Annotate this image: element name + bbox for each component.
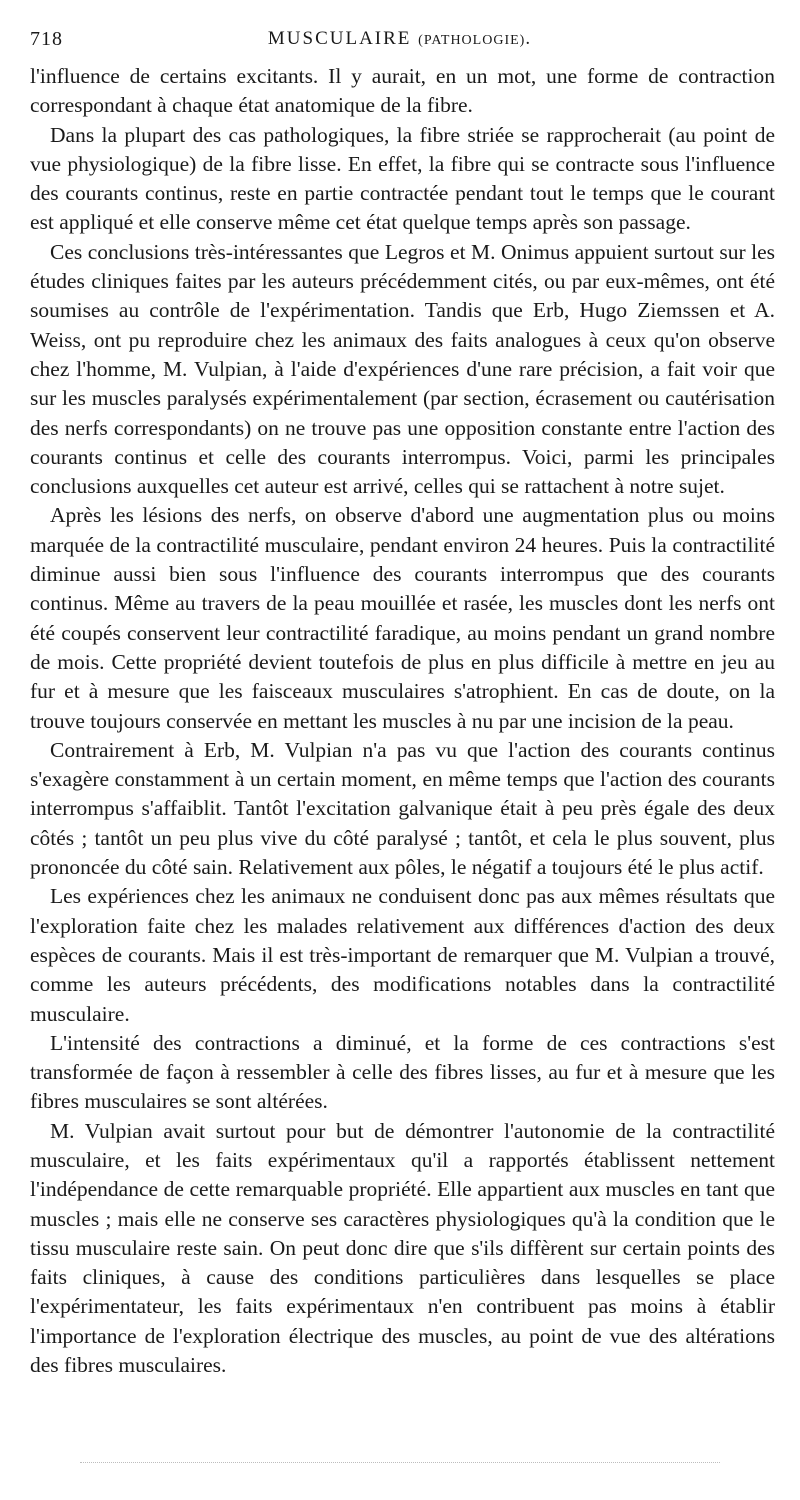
running-head-period: . xyxy=(525,28,533,49)
paragraph: Les expériences chez les animaux ne conduisent donc pas aux mêmes résultats que l'exploration faite chez les malades relativement aux différences d'action des deux espèces de courants. Mais il est très-important de remarquer que M. Vulpian a trouvé, comme les auteurs précédents, des modifications notables dans la contractilité musculaire. xyxy=(30,884,775,1026)
paragraph: Dans la plupart des cas pathologiques, la fibre striée se rapprocherait (au point de vue physiologique) de la fibre lisse. En effet, la fibre qui se contracte sous l'influence des courants continus, reste en partie contractée pendant tout le temps que le courant est appliqué et elle conserve même cet état quelque temps après son passage. xyxy=(30,122,775,235)
footer-rule xyxy=(80,1462,720,1463)
running-head-subtitle: (PATHOLOGIE) xyxy=(418,33,526,48)
paragraph-continuation: l'influence de certains excitants. Il y aurait, en un mot, une forme de contraction correspondant à chaque état anatomique de la fibre. xyxy=(30,64,775,118)
body-text xyxy=(30,62,775,1380)
running-head-title: MUSCULAIRE xyxy=(267,28,412,49)
page-number: 718 xyxy=(30,28,63,50)
paragraph: L'intensité des contractions a diminué, et la forme de ces contractions s'est transformée de façon à ressembler à celle des fibres lisses, au fur et à mesure que les fibres musculaires se sont altérées. xyxy=(30,1030,775,1114)
paragraph: Ces conclusions très-intéressantes que Legros et M. Onimus appuient surtout sur les études cliniques faites par les auteurs précédemment cités, ou par eux-mêmes, ont été soumises au contrôle de l'expérimentation. Tandis que Erb, Hugo Ziemssen et A. Weiss, ont pu reproduire chez les animaux des faits analogues à ceux qu'on observe chez l'homme, M. Vulpian, à l'aide d'expériences d'une rare précision, a fait voir que sur les muscles paralysés expérimentalement (par section, écrasement ou cautérisation des nerfs correspondants) on ne trouve pas une opposition constante entre l'action des courants continus et celle des courants interrompus. Voici, parmi les principales conclusions auxquelles cet auteur est arrivé, celles qui se rattachent à notre sujet. xyxy=(30,239,775,499)
paragraph: Après les lésions des nerfs, on observe d'abord une augmentation plus ou moins marquée de la contractilité musculaire, pendant environ 24 heures. Puis la contractilité diminue aussi bien sous l'influence des courants interrompus que des courants continus. Même au travers de la peau mouillée et rasée, les muscles dont les nerfs ont été coupés conservent leur contractilité faradique, au moins pendant un grand nombre de mois. Cette propriété devient toutefois de plus en plus difficile à mettre en jeu au fur et à mesure que les faisceaux musculaires s'atrophient. En cas de doute, on la trouve toujours conservée en mettant les muscles à nu par une incision de la peau. xyxy=(30,503,775,733)
paragraph: Contrairement à Erb, M. Vulpian n'a pas vu que l'action des courants continus s'exagère constamment à un certain moment, en même temps que l'action des courants interrompus s'affaiblit. Tantôt l'excitation galvanique était à peu près égale des deux côtés ; tantôt un peu plus vive du côté paralysé ; tantôt, et cela le plus souvent, plus prononcée du côté sain. Relativement aux pôles, le négatif a toujours été le plus actif. xyxy=(30,737,775,880)
page-header xyxy=(30,28,770,58)
running-head xyxy=(30,28,770,50)
paragraph: M. Vulpian avait surtout pour but de démontrer l'autonomie de la contractilité musculaire, et les faits expérimentaux qu'il a rapportés établissent nettement l'indépendance de cette remarquable propriété. Elle appartient aux muscles en tant que muscles ; mais elle ne conserve ses caractères physiologiques qu'à la condition que le tissu musculaire reste sain. On peut donc dire que s'ils diffèrent sur certain points des faits cliniques, à cause des conditions particulières dans lesquelles se place l'expérimentateur, les faits expérimentaux n'en contribuent pas moins à établir l'importance de l'exploration électrique des muscles, au point de vue des altérations des fibres musculaires. xyxy=(30,1118,775,1378)
